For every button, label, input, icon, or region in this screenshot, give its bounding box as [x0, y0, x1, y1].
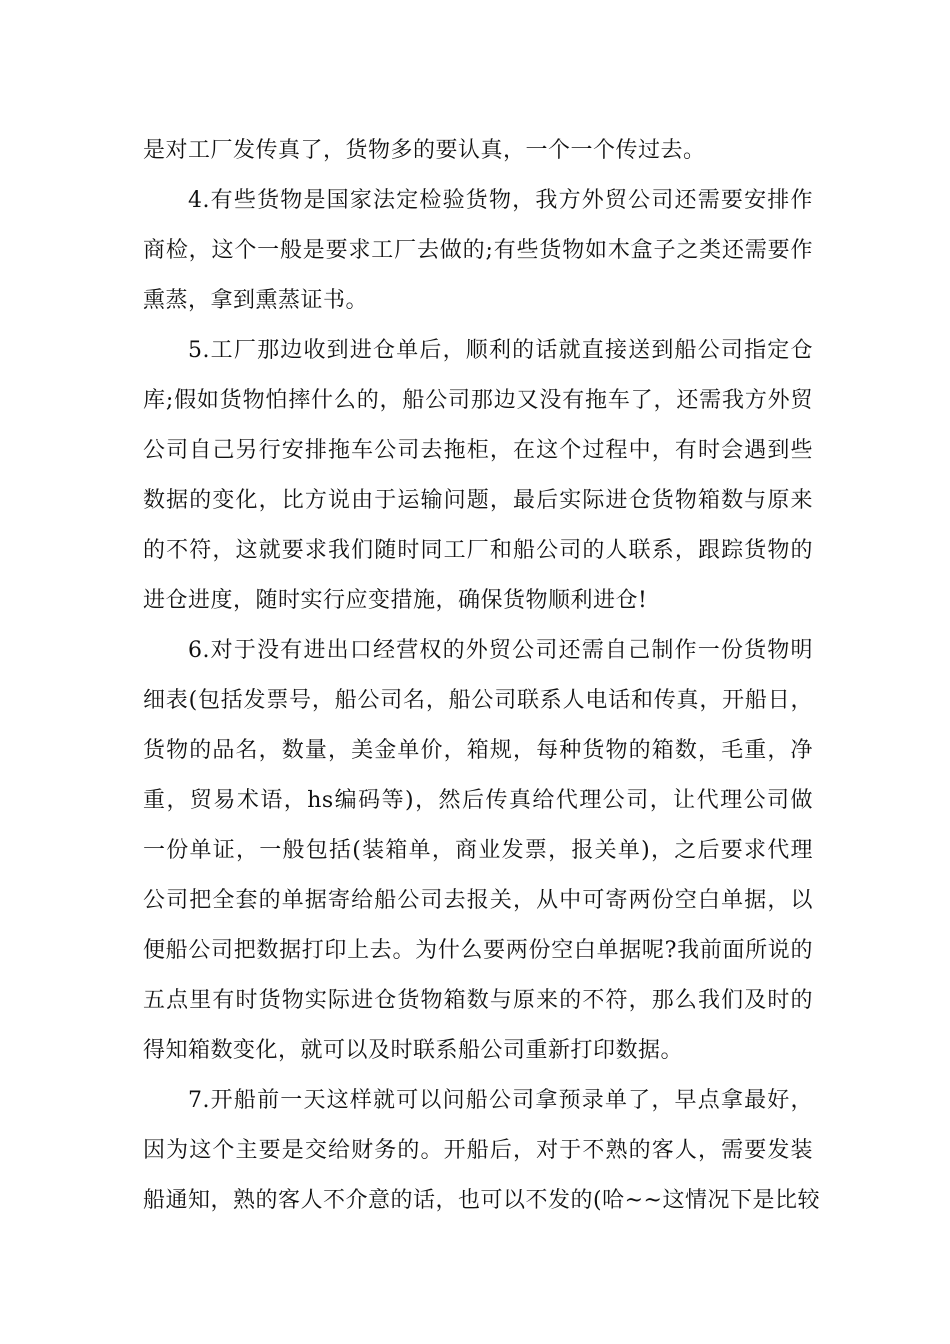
text-line: 一份单证，一般包括(装箱单，商业发票，报关单)，之后要求代理	[143, 838, 813, 863]
text-line: 商检，这个一般是要求工厂去做的;有些货物如木盒子之类还需要作	[143, 238, 813, 263]
paragraph-4-first-line: 4.有些货物是国家法定检验货物，我方外贸公司还需要安排作	[188, 188, 813, 213]
text-line: 重，贸易术语，hs编码等)，然后传真给代理公司，让代理公司做	[143, 788, 813, 813]
text-line: 船通知，熟的客人不介意的话，也可以不发的(哈~~这情况下是比较	[143, 1188, 820, 1213]
text-line: 因为这个主要是交给财务的。开船后，对于不熟的客人，需要发装	[143, 1138, 813, 1163]
paragraph-5-first-line: 5.工厂那边收到进仓单后，顺利的话就直接送到船公司指定仓	[188, 338, 813, 363]
paragraph-7-first-line: 7.开船前一天这样就可以问船公司拿预录单了，早点拿最好，	[188, 1088, 813, 1113]
text-line: 熏蒸，拿到熏蒸证书。	[143, 288, 369, 313]
text-line: 是对工厂发传真了，货物多的要认真，一个一个传过去。	[143, 138, 706, 163]
text-line: 公司把全套的单据寄给船公司去报关，从中可寄两份空白单据，以	[143, 888, 813, 913]
text-line: 公司自己另行安排拖车公司去拖柜，在这个过程中，有时会遇到些	[143, 438, 813, 463]
text-line: 细表(包括发票号，船公司名，船公司联系人电话和传真，开船日，	[143, 688, 813, 713]
text-line: 的不符，这就要求我们随时同工厂和船公司的人联系，跟踪货物的	[143, 538, 813, 563]
text-line: 得知箱数变化，就可以及时联系船公司重新打印数据。	[143, 1038, 684, 1063]
text-line: 便船公司把数据打印上去。为什么要两份空白单据呢?我前面所说的	[143, 938, 813, 963]
text-line: 五点里有时货物实际进仓货物箱数与原来的不符，那么我们及时的	[143, 988, 813, 1013]
text-line: 进仓进度，随时实行应变措施，确保货物顺利进仓!	[143, 588, 648, 613]
text-line: 库;假如货物怕摔什么的，船公司那边又没有拖车了，还需我方外贸	[143, 388, 813, 413]
text-line: 货物的品名，数量，美金单价，箱规，每种货物的箱数，毛重，净	[143, 738, 813, 763]
text-line: 数据的变化，比方说由于运输问题，最后实际进仓货物箱数与原来	[143, 488, 813, 513]
paragraph-6-first-line: 6.对于没有进出口经营权的外贸公司还需自己制作一份货物明	[188, 638, 813, 663]
